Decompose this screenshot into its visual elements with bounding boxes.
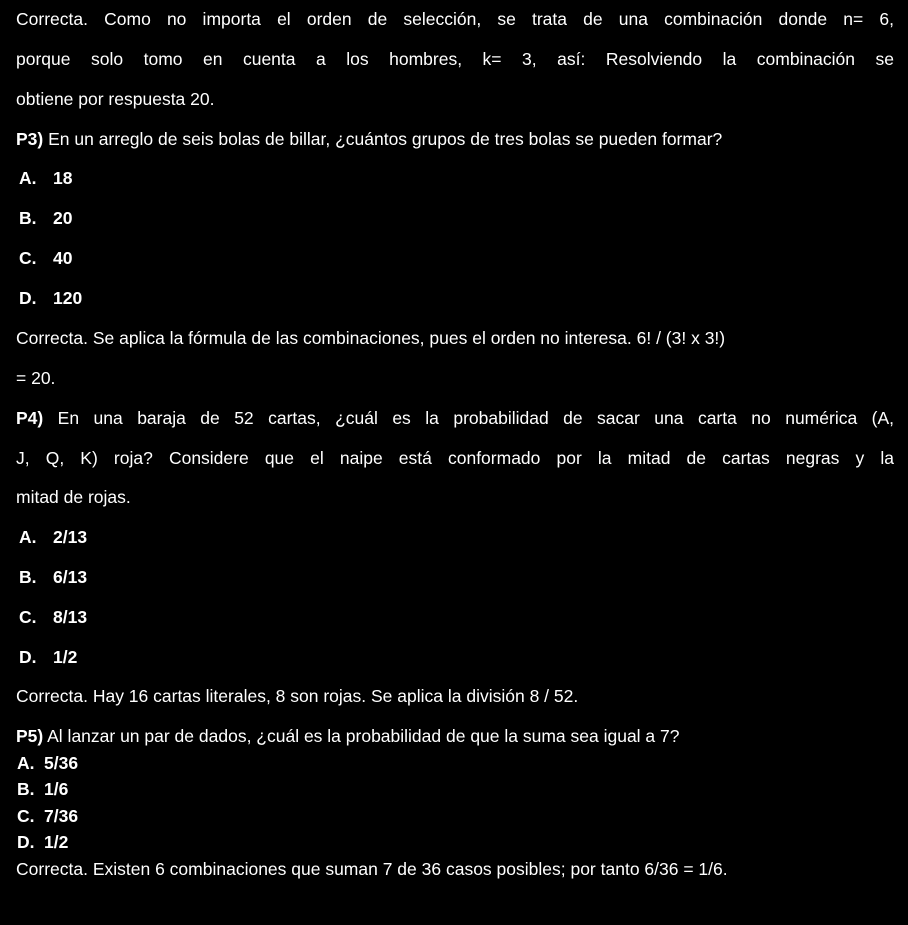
- option-text: 120: [53, 288, 83, 308]
- option-letter: D.: [19, 288, 37, 308]
- p5-question: [16, 725, 894, 747]
- p5-option-b: [17, 778, 68, 800]
- option-letter: B.: [17, 779, 35, 799]
- option-letter: B.: [19, 567, 37, 587]
- p4-question-line-3: mitad de rojas.: [16, 487, 131, 507]
- p3-option-a: [19, 167, 72, 189]
- p5-option-a: [17, 752, 78, 774]
- p3-option-c: [19, 247, 72, 269]
- option-letter: D.: [17, 832, 35, 852]
- option-text: 6/13: [53, 567, 88, 587]
- option-text: 7/36: [44, 806, 79, 826]
- option-letter: D.: [19, 647, 37, 667]
- p4-id: P4): [16, 408, 44, 428]
- p4-option-d: [19, 646, 77, 668]
- p3-option-d: [19, 287, 82, 309]
- option-text: 20: [53, 208, 73, 228]
- p3-answer-line-1: Correcta. Se aplica la fórmula de las combinaciones, pues el orden no interesa. 6! / (3! x 3!): [16, 328, 726, 348]
- p3-option-b: [19, 207, 72, 229]
- p5-id: P5): [16, 726, 44, 746]
- intro-line-3: obtiene por respuesta 20.: [16, 89, 215, 109]
- p4-option-c: [19, 606, 87, 628]
- p4-option-b: [19, 566, 87, 588]
- option-text: 5/36: [44, 753, 79, 773]
- option-text: 18: [53, 168, 73, 188]
- option-letter: C.: [17, 806, 35, 826]
- p3-question: [16, 128, 894, 150]
- option-text: 8/13: [53, 607, 88, 627]
- p3-answer-line-2: = 20.: [16, 368, 56, 388]
- option-text: 40: [53, 248, 73, 268]
- option-letter: A.: [19, 168, 37, 188]
- option-text: 1/2: [53, 647, 78, 667]
- p5-question-text: Al lanzar un par de dados, ¿cuál es la probabilidad de que la suma sea igual a 7?: [43, 726, 680, 746]
- p3-question-text: En un arreglo de seis bolas de billar, ¿cuántos grupos de tres bolas se pueden formar?: [43, 129, 723, 149]
- option-letter: C.: [19, 607, 37, 627]
- p3-id: P3): [16, 129, 44, 149]
- option-letter: A.: [17, 753, 35, 773]
- option-text: 1/6: [44, 779, 69, 799]
- intro-line-2: porque solo tomo en cuenta a los hombres, k= 3, así: Resolviendo la combinación se: [16, 49, 894, 69]
- p4-question-line-2: J, Q, K) roja? Considere que el naipe está conformado por la mitad de cartas negras y la: [16, 448, 894, 468]
- intro-line-1: Correcta. Como no importa el orden de selección, se trata de una combinación donde n= 6,: [16, 9, 894, 29]
- p5-option-d: [17, 831, 68, 853]
- option-letter: C.: [19, 248, 37, 268]
- p4-question-line-1: [16, 407, 894, 429]
- p4-answer: Correcta. Hay 16 cartas literales, 8 son rojas. Se aplica la división 8 / 52.: [16, 686, 579, 706]
- option-text: 2/13: [53, 527, 88, 547]
- option-letter: A.: [19, 527, 37, 547]
- option-letter: B.: [19, 208, 37, 228]
- p5-answer: Correcta. Existen 6 combinaciones que suman 7 de 36 casos posibles; por tanto 6/36 = 1/6.: [16, 859, 728, 879]
- p4-question-text-1: En una baraja de 52 cartas, ¿cuál es la probabilidad de sacar una carta no numérica (A,: [43, 408, 894, 428]
- p4-option-a: [19, 526, 87, 548]
- option-text: 1/2: [44, 832, 69, 852]
- p5-option-c: [17, 805, 78, 827]
